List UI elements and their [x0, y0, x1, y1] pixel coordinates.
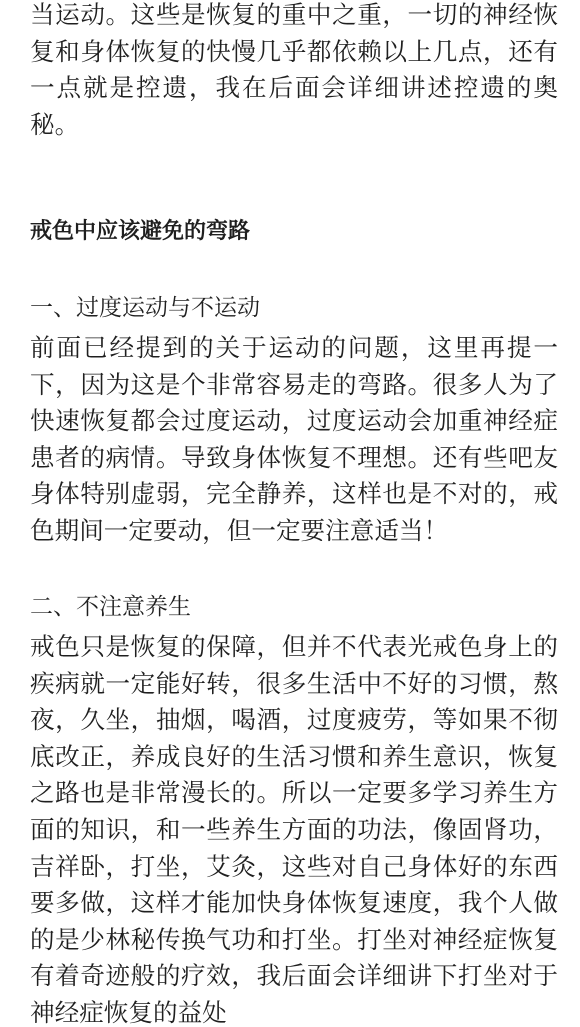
subsection-2-line-11: 神经症恢复的益处: [30, 998, 227, 1027]
subsection-2-line-7: 吉祥卧，打坐，艾灸，这些对自己身体好的东西: [30, 851, 558, 881]
subsection-1-line-2: 下，因为这是个非常容易走的弯路。很多人为了: [30, 369, 558, 399]
subsection-2-line-6: 面的知识，和一些养生方面的功法，像固肾功，: [30, 815, 558, 844]
intro-line-3: 一点就是控遗，我在后面会详细讲述控遗的奥: [30, 73, 558, 103]
subsection-2-line-5: 之路也是非常漫长的。所以一定要多学习养生方: [30, 778, 558, 808]
subsection-1-line-5: 身体特别虚弱，完全静养，这样也是不对的，戒: [30, 479, 558, 509]
subsection-2-line-4: 底改正，养成良好的生活习惯和养生意识，恢复: [30, 741, 558, 771]
subsection-1-line-1: 前面已经提到的关于运动的问题，这里再提一: [30, 333, 558, 362]
intro-line-4: 秘。: [30, 109, 80, 139]
subsection-2-line-3: 夜，久坐，抽烟，喝酒，过度疲劳，等如果不彻: [30, 705, 558, 735]
subsection-2-line-8: 要多做，这样才能加快身体恢复速度，我个人做: [30, 888, 558, 918]
subsection-1-line-6: 色期间一定要动，但一定要注意适当！: [30, 516, 449, 545]
subsection-2-heading: 二、不注意养生: [30, 594, 191, 620]
subsection-2-line-2: 疾病就一定能好转，很多生活中不好的习惯，熬: [30, 668, 558, 698]
intro-line-2: 复和身体恢复的快慢几乎都依赖以上几点，还有: [30, 36, 558, 66]
subsection-2-line-9: 的是少林秘传换气功和打坐。打坐对神经症恢复: [30, 924, 558, 954]
subsection-1-line-4: 患者的病情。导致身体恢复不理想。还有些吧友: [30, 442, 558, 472]
subsection-2-line-10: 有着奇迹般的疗效，我后面会详细讲下打坐对于: [30, 961, 558, 991]
subsection-2-line-1: 戒色只是恢复的保障，但并不代表光戒色身上的: [30, 632, 558, 661]
subsection-1-heading: 一、过度运动与不运动: [30, 295, 260, 321]
intro-line-1: 当运动。这些是恢复的重中之重，一切的神经恢: [30, 0, 558, 29]
section-title: 戒色中应该避免的弯路: [30, 219, 251, 244]
subsection-1-line-3: 快速恢复都会过度运动，过度运动会加重神经症: [30, 406, 558, 436]
